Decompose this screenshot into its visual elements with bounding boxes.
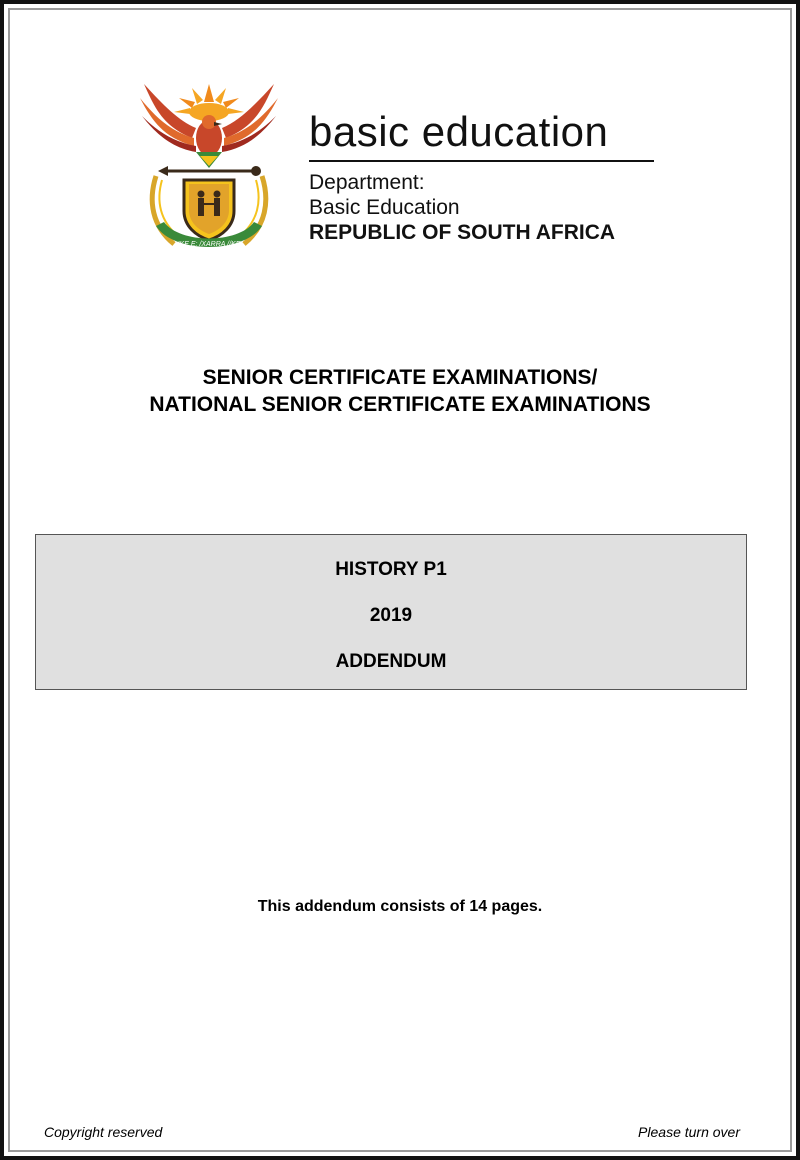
spear-and-kierie [158,166,261,176]
subject-year: 2019 [369,605,413,626]
motto-text: !KE E: /XARRA //KE [177,241,241,248]
subject-box [35,534,747,690]
exam-title-block [4,364,796,418]
brand-title: basic education [309,108,609,155]
footer-copyright: Copyright reserved [44,1124,163,1140]
page-count-note: This addendum consists of 14 pages. [257,898,543,915]
shield [184,180,234,240]
exam-title-line1: SENIOR CERTIFICATE EXAMINATIONS/ [202,366,598,389]
document-header [134,76,674,261]
department-name: Basic Education [309,196,460,219]
footer-turn-over: Please turn over [638,1124,740,1140]
country-name: REPUBLIC OF SOUTH AFRICA [309,221,616,244]
bird-body [196,115,222,168]
subject-name: HISTORY P1 [335,559,447,580]
coat-of-arms-logo [134,76,284,261]
exam-title-line2: NATIONAL SENIOR CERTIFICATE EXAMINATIONS [149,393,651,416]
subject-type: ADDENDUM [335,651,447,672]
department-block [309,108,669,245]
brand-underline [309,160,654,162]
department-label: Department: [309,171,425,194]
